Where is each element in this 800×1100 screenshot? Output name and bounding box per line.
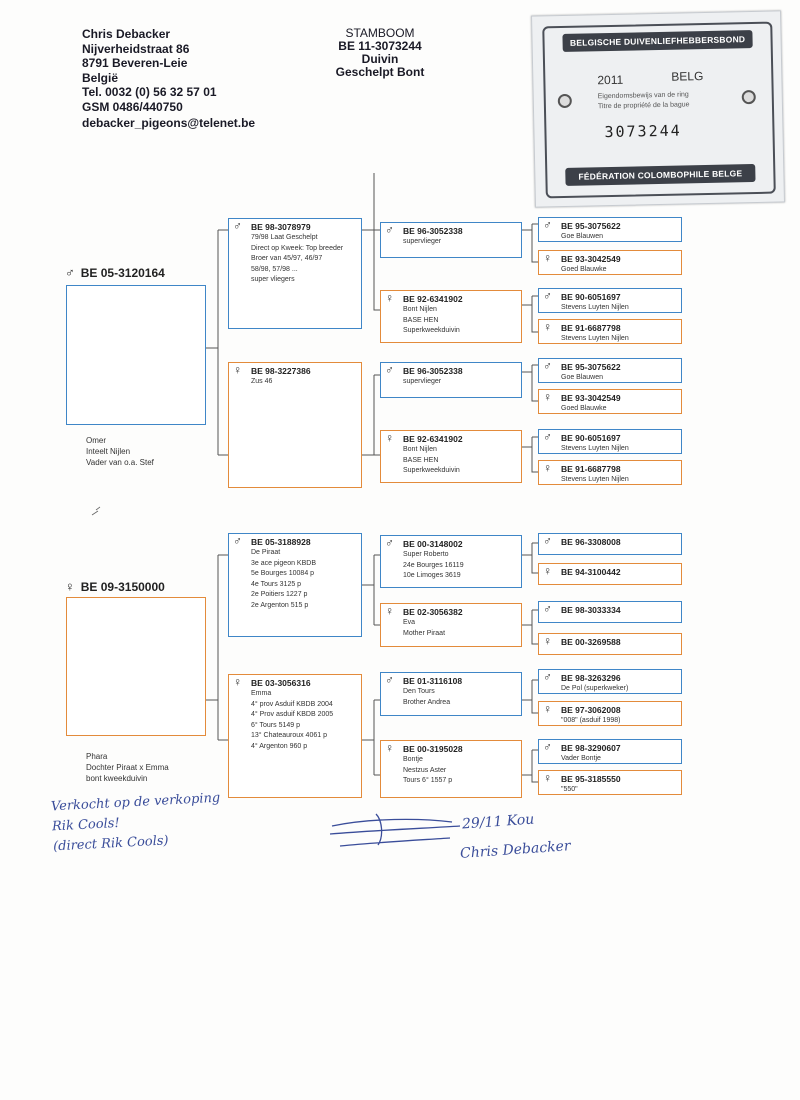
pigeon-detail: Goe Blauwen xyxy=(561,374,604,381)
father-note: Inteelt Nijlen xyxy=(86,447,131,456)
ring-number: BE 91-6687798 xyxy=(561,323,621,333)
pigeon-detail: Nestzus Aster xyxy=(403,766,447,774)
pedigree-box-father-dd xyxy=(380,430,522,483)
breeder-email: debacker_pigeons@telenet.be xyxy=(82,116,256,130)
pigeon-detail: 3e ace pigeon KBDB xyxy=(251,559,316,567)
ring-number: BE 93-3042549 xyxy=(561,254,621,264)
ring-number: BE 03-3056316 xyxy=(251,678,311,688)
ring-number: BE 91-6687798 xyxy=(561,464,621,474)
ring-number: BE 98-3263296 xyxy=(561,673,621,683)
ring-number: BE 95-3075622 xyxy=(561,362,621,372)
pedigree-box-father-sd xyxy=(380,290,522,343)
pigeon-detail: supervlieger xyxy=(403,378,442,385)
stamp-line-2: Titre de propriété de la bague xyxy=(597,101,690,111)
pigeon-detail: Bontje xyxy=(403,756,423,763)
pigeon-detail: BASE HEN xyxy=(403,456,439,464)
pigeon-detail: 24e Bourges 16119 xyxy=(403,561,464,569)
pigeon-detail: Den Tours xyxy=(403,688,435,695)
ring-number: BE 00-3269588 xyxy=(561,637,621,647)
pigeon-detail: Emma xyxy=(251,690,272,697)
female-symbol-icon: ♀ xyxy=(233,363,242,377)
female-symbol-icon: ♀ xyxy=(543,634,552,648)
stamp-line-1: Eigendomsbewijs van de ring xyxy=(597,91,689,101)
ring-number: BE 05-3188928 xyxy=(251,537,311,547)
ring-number: BE 01-3116108 xyxy=(403,676,463,686)
pedigree-box-mother-dds xyxy=(538,739,682,764)
pigeon-detail: Superkweekduivin xyxy=(403,467,460,475)
pedigree-box-mother-sire xyxy=(228,533,362,637)
ring-number: BE 92-6341902 xyxy=(403,434,463,444)
breeder-country: België xyxy=(82,70,119,85)
ring-number: BE 90-6051697 xyxy=(561,292,621,302)
stamboom-sex: Duivin xyxy=(361,52,399,66)
handwritten-line: (direct Rik Cools) xyxy=(52,833,169,855)
ring-number: BE 00-3195028 xyxy=(403,744,463,754)
female-symbol-icon: ♀ xyxy=(543,461,552,475)
pedigree-box-father-ss xyxy=(380,222,522,258)
pedigree-box-mother-ssd xyxy=(538,563,682,585)
father-note: Omer xyxy=(86,436,106,445)
ring-number: BE 98-3290607 xyxy=(561,743,621,753)
ring-number: BE 98-3033334 xyxy=(561,605,621,615)
pigeon-detail: Goed Blauwke xyxy=(561,405,607,412)
ring-number: BE 98-3078979 xyxy=(251,222,311,232)
pedigree-box-father-dds xyxy=(538,429,682,454)
stamp-year: 2011 xyxy=(597,72,624,88)
male-symbol-icon: ♂ xyxy=(543,740,552,754)
male-symbol-icon: ♂ xyxy=(543,602,552,616)
pigeon-detail: 6° Tours 5149 p xyxy=(251,721,300,729)
ring-number: BE 96-3052338 xyxy=(403,226,463,236)
male-symbol-icon: ♂ xyxy=(385,363,394,377)
male-symbol-icon: ♂ xyxy=(385,536,394,550)
mother-title xyxy=(65,579,165,594)
pigeon-detail: supervlieger xyxy=(403,238,442,245)
stamboom-ring: BE 11-3073244 xyxy=(338,39,422,53)
pigeon-detail: Super Roberto xyxy=(403,551,449,558)
pedigree-box-father-sire xyxy=(228,218,362,329)
stamboom-color: Geschelpt Bont xyxy=(335,65,425,79)
pigeon-detail: Broer van 45/97, 46/97 xyxy=(251,255,323,263)
pedigree-box-mother-ddd xyxy=(538,770,682,795)
pedigree-box-mother-sss xyxy=(538,533,682,555)
breeder-name: Chris Debacker xyxy=(82,27,171,41)
pedigree-box-father-ssd xyxy=(538,250,682,275)
handwritten-date: 29/11 Kou xyxy=(461,811,535,833)
breeder-city: 8791 Beveren-Leie xyxy=(82,56,188,70)
female-symbol-icon: ♀ xyxy=(65,579,75,594)
ring-number: BE 95-3075622 xyxy=(561,221,621,231)
stamp-number: 3073244 xyxy=(604,121,682,142)
pedigree-box-mother-ds xyxy=(380,672,522,716)
female-symbol-icon: ♀ xyxy=(543,564,552,578)
pedigree-box-mother-ss xyxy=(380,535,522,588)
pigeon-detail: Direct op Kweek: Top breeder xyxy=(251,244,344,252)
father-ring: BE 05-3120164 xyxy=(80,266,165,280)
pigeon-detail: Goed Blauwke xyxy=(561,266,607,273)
pigeon-detail: 4e Tours 3125 p xyxy=(251,580,302,588)
pigeon-detail: Vader Bontje xyxy=(561,755,601,762)
female-symbol-icon: ♀ xyxy=(543,771,552,785)
pedigree-box-mother-sd xyxy=(380,603,522,647)
handwritten-sale-note xyxy=(51,789,223,858)
breeder-street: Nijverheidstraat 86 xyxy=(82,41,190,56)
pigeon-detail: Eva xyxy=(403,619,416,626)
stamboom-title: STAMBOOM xyxy=(345,26,415,40)
pigeon-detail: Brother Andrea xyxy=(403,698,451,706)
stamp-top-banner: BELGISCHE DUIVENLIEFHEBBERSBOND xyxy=(562,30,752,52)
stamp-country: BELG xyxy=(671,69,704,84)
ring-number: BE 96-3052338 xyxy=(403,366,463,376)
pigeon-detail: 79/98 Laat Geschelpt xyxy=(251,234,318,241)
ring-number: BE 90-6051697 xyxy=(561,433,621,443)
pigeon-detail: 2e Poitiers 1227 p xyxy=(251,591,308,599)
pigeon-detail: 4° prov Asduif KBDB 2004 xyxy=(251,700,333,708)
pedigree-box-father-dam xyxy=(228,362,362,488)
pigeon-detail: 13° Chateauroux 4061 p xyxy=(251,732,327,740)
pedigree-box-mother-dam xyxy=(228,674,362,798)
male-symbol-icon: ♂ xyxy=(543,359,552,373)
pedigree-box-father-sds xyxy=(538,288,682,313)
pigeon-detail: Stevens Luyten Nijlen xyxy=(561,445,629,452)
pigeon-detail: 10e Limoges 3619 xyxy=(403,572,461,580)
pigeon-detail: Stevens Luyten Nijlen xyxy=(561,304,629,311)
handwritten-line: Rik Cools! xyxy=(51,815,120,835)
breeder-gsm: GSM 0486/440750 xyxy=(82,99,183,114)
handwritten-line: Verkocht op de verkoping xyxy=(50,790,221,815)
ring-number: BE 93-3042549 xyxy=(561,393,621,403)
pedigree-box-father-sss xyxy=(538,217,682,242)
male-symbol-icon: ♂ xyxy=(543,289,552,303)
mother-note: Phara xyxy=(86,752,108,761)
pedigree-box-mother-dss xyxy=(538,669,682,694)
female-symbol-icon: ♀ xyxy=(543,251,552,265)
pigeon-detail: super vliegers xyxy=(251,276,295,284)
male-symbol-icon: ♂ xyxy=(543,218,552,232)
pigeon-detail: Mother Piraat xyxy=(403,629,446,637)
pigeon-detail: "550" xyxy=(561,786,578,793)
pigeon-detail: Tours 6° 1557 p xyxy=(403,777,453,785)
male-symbol-icon: ♂ xyxy=(543,534,552,548)
female-symbol-icon: ♀ xyxy=(385,741,394,755)
mother-note: Dochter Piraat x Emma xyxy=(86,763,169,772)
ring-number: BE 02-3056382 xyxy=(403,607,463,617)
male-symbol-icon: ♂ xyxy=(233,534,242,548)
pigeon-detail: Bont Nijlen xyxy=(403,446,437,453)
female-symbol-icon: ♀ xyxy=(543,320,552,334)
pigeon-detail: "008" (asduif 1998) xyxy=(561,717,621,724)
female-symbol-icon: ♀ xyxy=(385,431,394,445)
male-symbol-icon: ♂ xyxy=(543,430,552,444)
pigeon-detail: Bont Nijlen xyxy=(403,306,437,313)
pigeon-detail: Stevens Luyten Nijlen xyxy=(561,335,629,342)
ring-number: BE 95-3185550 xyxy=(561,774,621,784)
pedigree-box-mother-sdd xyxy=(538,633,682,655)
pigeon-detail: 4° Argenton 960 p xyxy=(251,742,308,750)
mother-note: bont kweekduivin xyxy=(86,774,148,783)
female-symbol-icon: ♀ xyxy=(385,604,394,618)
male-symbol-icon: ♂ xyxy=(233,219,242,233)
male-symbol-icon: ♂ xyxy=(385,223,394,237)
pigeon-detail: 5e Bourges 10084 p xyxy=(251,570,315,578)
mother-ring: BE 09-3150000 xyxy=(80,580,165,594)
pigeon-detail: 2e Argenton 515 p xyxy=(251,601,309,609)
female-symbol-icon: ♀ xyxy=(385,291,394,305)
father-note: Vader van o.a. Stef xyxy=(86,458,154,467)
pedigree-box-mother-dd xyxy=(380,740,522,798)
ring-number: BE 96-3308008 xyxy=(561,537,621,547)
father-notes xyxy=(86,435,154,468)
male-symbol-icon: ♂ xyxy=(65,265,75,280)
pigeon-detail: 58/98, 57/98 ... xyxy=(251,265,298,273)
pigeon-detail: Zus 46 xyxy=(251,378,273,385)
breeder-tel: Tel. 0032 (0) 56 32 57 01 xyxy=(82,85,217,99)
pedigree-box-mother-sds xyxy=(538,601,682,623)
pedigree-box-father-dsd xyxy=(538,389,682,414)
male-symbol-icon: ♂ xyxy=(543,670,552,684)
ring-number: BE 98-3227386 xyxy=(251,366,311,376)
mother-photo-box xyxy=(66,597,206,736)
ring-number: BE 94-3100442 xyxy=(561,567,621,577)
pigeon-detail: Goe Blauwen xyxy=(561,233,604,240)
father-title xyxy=(65,265,165,280)
pigeon-detail: 4° Prov asduif KBDB 2005 xyxy=(251,711,334,719)
pigeon-detail: BASE HEN xyxy=(403,316,439,324)
father-photo-box xyxy=(66,285,206,425)
pigeon-detail: Superkweekduivin xyxy=(403,327,460,335)
pigeon-detail: De Piraat xyxy=(251,549,281,556)
ring-number: BE 00-3148002 xyxy=(403,539,463,549)
female-symbol-icon: ♀ xyxy=(233,675,242,689)
pigeon-detail: De Pol (superkweker) xyxy=(561,685,629,692)
female-symbol-icon: ♀ xyxy=(543,702,552,716)
pedigree-box-father-ds xyxy=(380,362,522,398)
ring-number: BE 92-6341902 xyxy=(403,294,463,304)
pedigree-box-father-ddd xyxy=(538,460,682,485)
stamp-bottom-banner: FÉDÉRATION COLOMBOPHILE BELGE xyxy=(565,164,755,186)
pedigree-box-mother-dsd xyxy=(538,701,682,726)
pedigree-box-father-sdd xyxy=(538,319,682,344)
pedigree-box-father-dss xyxy=(538,358,682,383)
mother-notes xyxy=(86,751,169,784)
male-symbol-icon: ♂ xyxy=(385,673,394,687)
female-symbol-icon: ♀ xyxy=(543,390,552,404)
ring-number: BE 97-3062008 xyxy=(561,705,621,715)
pigeon-detail: Stevens Luyten Nijlen xyxy=(561,476,629,483)
handwritten-signature: Chris Debacker xyxy=(459,838,572,862)
